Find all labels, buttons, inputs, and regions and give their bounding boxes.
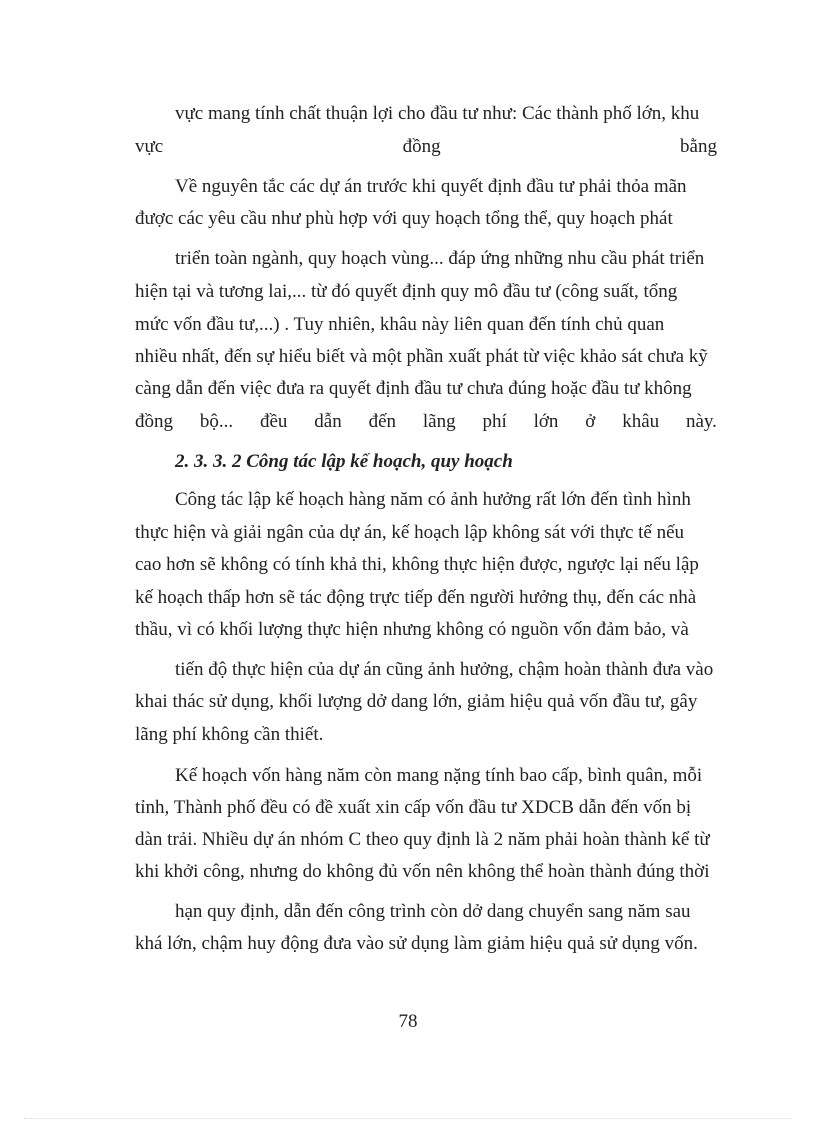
- text-line: nhiều nhất, đến sự hiểu biết và một phần xuất phát từ việc khảo sát chưa kỹ: [135, 346, 708, 367]
- text-line: khi khởi công, nhưng do không đủ vốn nên không thể hoàn thành đúng thời: [135, 861, 710, 882]
- text-line: vực mang tính chất thuận lợi cho đầu tư như: Các thành phố lớn, khu: [175, 103, 700, 124]
- text-line: cao hơn sẽ không có tính khả thi, không thực hiện được, ngược lại nếu lập: [135, 554, 699, 575]
- text-line: vực đồng bằng: [135, 136, 717, 157]
- text-line: dàn trải. Nhiều dự án nhóm C theo quy định là 2 năm phải hoàn thành kể từ: [135, 829, 710, 850]
- page-bottom-divider: [24, 1118, 792, 1119]
- text-line: mức vốn đầu tư,...) . Tuy nhiên, khâu này liên quan đến tính chủ quan: [135, 314, 665, 335]
- text-line: Về nguyên tắc các dự án trước khi quyết định đầu tư phải thỏa mãn: [175, 176, 687, 197]
- section-heading: 2. 3. 3. 2 Công tác lập kế hoạch, quy hoạch: [175, 451, 513, 472]
- text-line: kế hoạch thấp hơn sẽ tác động trực tiếp đến người hưởng thụ, đến các nhà: [135, 587, 697, 608]
- text-line: thầu, vì có khối lượng thực hiện nhưng không có nguồn vốn đảm bảo, và: [135, 619, 689, 640]
- text-line: thực hiện và giải ngân của dự án, kế hoạch lập không sát với thực tế nếu: [135, 522, 685, 543]
- text-line: khai thác sử dụng, khối lượng dở dang lớn, giảm hiệu quả vốn đầu tư, gây: [135, 691, 698, 712]
- text-line: được các yêu cầu như phù hợp với quy hoạch tổng thể, quy hoạch phát: [135, 208, 673, 229]
- text-line: Công tác lập kế hoạch hàng năm có ảnh hưởng rất lớn đến tình hình: [175, 489, 691, 510]
- text-line: đồng bộ... đều dẫn đến lãng phí lớn ở khâu này.: [135, 411, 717, 432]
- text-line: tỉnh, Thành phố đều có đề xuất xin cấp vốn đầu tư XDCB dẫn đến vốn bị: [135, 797, 692, 818]
- text-line: tiến độ thực hiện của dự án cũng ảnh hưởng, chậm hoàn thành đưa vào: [175, 659, 714, 680]
- text-line: hạn quy định, dẫn đến công trình còn dở dang chuyển sang năm sau: [175, 901, 691, 922]
- text-line: khá lớn, chậm huy động đưa vào sử dụng làm giảm hiệu quả sử dụng vốn.: [135, 933, 698, 954]
- text-line: lãng phí không cần thiết.: [135, 724, 324, 745]
- page-number: 78: [398, 1011, 418, 1032]
- text-line: Kế hoạch vốn hàng năm còn mang nặng tính bao cấp, bình quân, mỗi: [175, 765, 703, 786]
- text-line: hiện tại và tương lai,... từ đó quyết định quy mô đầu tư (công suất, tổng: [135, 281, 678, 302]
- text-line: càng dẫn đến việc đưa ra quyết định đầu tư chưa đúng hoặc đầu tư không: [135, 378, 692, 399]
- text-line: triển toàn ngành, quy hoạch vùng... đáp ứng những nhu cầu phát triển: [175, 248, 705, 269]
